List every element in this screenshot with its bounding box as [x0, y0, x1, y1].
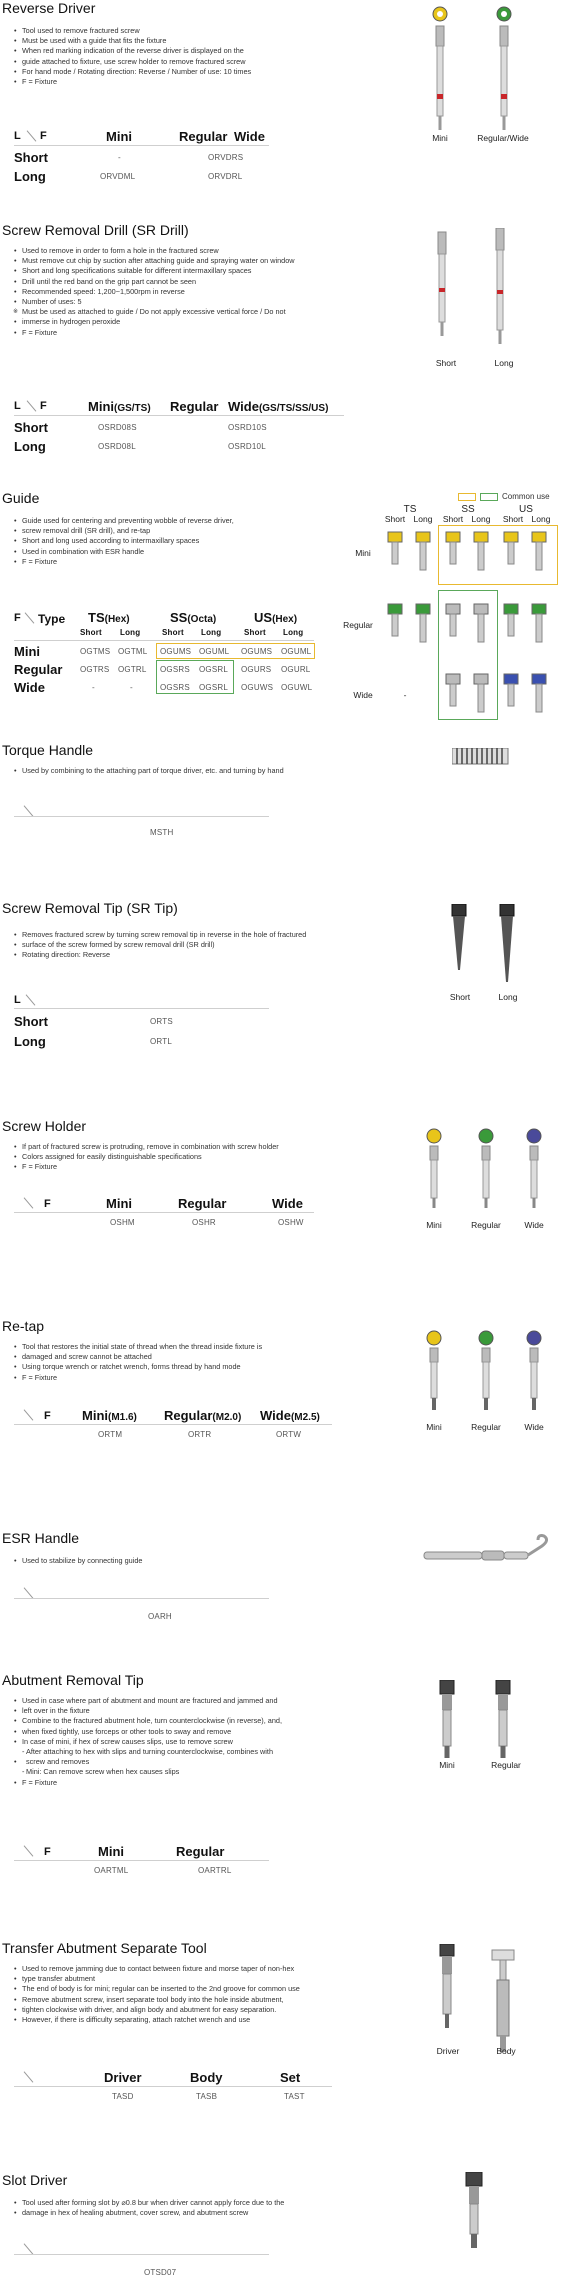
header-sub: (Hex): [104, 614, 130, 625]
legend-label: Common use: [502, 492, 550, 501]
header-rule: [14, 640, 314, 641]
img-sub: Long: [531, 514, 551, 524]
product-code: MSTH: [150, 828, 174, 837]
bullet-list: [14, 26, 251, 87]
row-label-long: Long: [14, 169, 46, 184]
section-title: Transfer Abutment Separate Tool: [2, 1940, 207, 1956]
bullet-list: [14, 516, 234, 567]
header-wide: Wide: [234, 129, 265, 144]
bullet: • F = Fixture: [14, 1373, 262, 1383]
sub-bullet: - After attaching to hex with slips and turning counterclockwise, combines with: [14, 1747, 282, 1757]
note: ※ Must be used as attached to guide / Do not apply excessive vertical force / Do not: [14, 307, 295, 317]
header-l: L: [14, 994, 21, 1006]
bullet: • Used to stabilize by connecting guide: [14, 1556, 142, 1566]
img-sub: Long: [413, 514, 433, 524]
retap-mini-image: [427, 1331, 441, 1410]
header-f: F: [44, 1410, 51, 1422]
slot-driver-image: [454, 2172, 494, 2262]
caption-mini: Mini: [426, 1422, 442, 1432]
cell-code: OGUML: [281, 647, 312, 656]
bullet: • Combine to the fractured abutment hole, turn counterclockwise (in reverse), and,: [14, 1716, 282, 1726]
note-text: immerse in hydrogen peroxide: [22, 317, 121, 327]
row-label-mini: Mini: [14, 644, 40, 659]
product-code: OTSD07: [144, 2268, 177, 2277]
header-rule: [14, 145, 269, 146]
caption-wide: Wide: [524, 1422, 544, 1432]
section-title: Screw Removal Drill (SR Drill): [2, 222, 189, 238]
caption-regular: Regular: [471, 1422, 501, 1432]
header-body: Body: [190, 2070, 223, 2085]
caption-mini: Mini: [432, 133, 448, 143]
header-mini: Mini: [106, 129, 132, 144]
cell-code: OGTRL: [118, 665, 147, 674]
divider-slash: [24, 1845, 34, 1856]
bullet: • Guide used for centering and preventing wobble of reverse driver,: [14, 516, 234, 526]
caption-driver: Driver: [436, 2046, 460, 2056]
bullet: • Used by combining to the attaching part of torque driver, etc. and turning by hand: [14, 766, 284, 776]
cell-code: ORVDRL: [208, 172, 243, 181]
bullet-continuation: [14, 2208, 284, 2218]
section-screw-holder: [0, 1118, 568, 1248]
row-label-long: Long: [14, 1034, 46, 1049]
cell-code: OGTMS: [80, 647, 111, 656]
cell-code: OGURL: [281, 665, 311, 674]
cell-code: ORVDML: [100, 172, 136, 181]
img-sub: Short: [502, 514, 524, 524]
cell-code: ORTL: [150, 1037, 172, 1046]
retap-wide-image: [527, 1331, 541, 1410]
img-sub: Short: [442, 514, 464, 524]
bullet: • The end of body is for mini; regular can be inserted to the 2nd groove for common use: [14, 1984, 300, 1994]
section-title: Abutment Removal Tip: [2, 1672, 144, 1688]
cell-code: OGTML: [118, 647, 148, 656]
divider-slash: [24, 1587, 34, 1598]
bullet: • F = Fixture: [14, 1162, 279, 1172]
bullet-continuation: [14, 1974, 300, 1984]
cell-code: ORVDRS: [208, 153, 244, 162]
header-sub: (M2.0): [212, 1412, 242, 1423]
header-f: F: [40, 130, 47, 142]
bullet: • F = Fixture: [14, 1778, 282, 1788]
section-abutment-tip: [0, 1672, 568, 1902]
subheader: Long: [283, 628, 304, 637]
bullet-text: surface of the screw formed by screw removal drill (SR drill): [22, 940, 215, 950]
row-label-short: Short: [14, 420, 48, 435]
caption-regular: Regular: [491, 1760, 521, 1770]
header-wide: [228, 399, 328, 414]
bullet: • Remove abutment screw, insert separate tool body into the hole inside abutment,: [14, 1995, 300, 2005]
sr-drill-long-image: [496, 228, 504, 344]
bullet-text: left over in the fixture: [22, 1706, 90, 1716]
caption-regular-wide: Regular/Wide: [477, 133, 529, 143]
img-col-ts: TS: [403, 504, 417, 515]
img-row-mini: Mini: [355, 548, 371, 558]
reverse-driver-mini-image: [433, 7, 447, 130]
caption-wide: Wide: [524, 1220, 544, 1230]
section-retap: [0, 1318, 568, 1458]
bullet-list: [14, 930, 306, 961]
subheader: Long: [120, 628, 141, 637]
bullet: • Used to remove in order to form a hole in the fractured screw: [14, 246, 295, 256]
divider-slash: [27, 130, 37, 141]
subheader: Long: [201, 628, 222, 637]
section-reverse-driver: [0, 0, 568, 210]
bullet: • Tool used to remove fractured screw: [14, 26, 251, 36]
header-sub: (Hex): [272, 614, 298, 625]
legend-swatch-green: [480, 493, 498, 501]
header-regular: Regular: [179, 129, 228, 144]
header-rule: [14, 1212, 314, 1213]
cell-code: OSHM: [110, 1218, 135, 1227]
header-ss: [170, 610, 216, 625]
cell-code: OGSRL: [199, 683, 229, 692]
divider-slash: [26, 994, 36, 1005]
section-torque-handle: [0, 742, 568, 842]
header-rule: [14, 2254, 269, 2255]
bullet-text: when fixed tightly, use forceps or other tools to sway and remove: [22, 1726, 232, 1736]
bullet: • Tool that restores the initial state of thread when the thread inside fixture is: [14, 1342, 262, 1352]
caption-short: Short: [449, 992, 471, 1002]
cell-code: OGUMS: [160, 647, 192, 656]
header-rule: [14, 1424, 332, 1425]
screw-holder-images: [420, 1128, 550, 1218]
caption-mini: Mini: [439, 1760, 455, 1770]
abutment-tip-mini-image: [440, 1680, 454, 1758]
bullet: • Short and long used according to intermaxillary spaces: [14, 536, 234, 546]
screw-holder-wide-image: [527, 1129, 541, 1208]
header-text: SS: [170, 610, 188, 625]
cell-code: TASB: [196, 2092, 218, 2101]
header-rule: [14, 1860, 269, 1861]
note-continuation: [14, 317, 295, 327]
section-title: Guide: [2, 490, 40, 506]
cell-code: OGURS: [241, 665, 272, 674]
bullet: • Short and long specifications suitable for different intermaxillary spaces: [14, 266, 295, 276]
header-sub: (M1.6): [108, 1412, 137, 1423]
product-code: OARH: [148, 1612, 172, 1621]
section-title: Screw Removal Tip (SR Tip): [2, 900, 178, 916]
esr-handle-image: [420, 1530, 560, 1570]
divider-slash: [24, 1197, 34, 1208]
bullet: • F = Fixture: [14, 328, 295, 338]
caption-long: Long: [494, 358, 514, 368]
bullet-continuation: [14, 1352, 262, 1362]
bullet-continuation: [14, 1727, 282, 1737]
bullet: • Used in case where part of abutment and mount are fractured and jammed and: [14, 1696, 282, 1706]
header-us: [254, 610, 297, 625]
divider-slash: [24, 1409, 34, 1420]
section-title: Screw Holder: [2, 1118, 87, 1134]
bullet: • Drill until the red band on the grip part cannot be seen: [14, 277, 295, 287]
header-wide: [260, 1408, 320, 1423]
bullet-list: [14, 1964, 300, 2025]
sub-bullet-text: screw and removes: [26, 1757, 90, 1767]
sub-bullet: - Mini: Can remove screw when hex causes slips: [14, 1767, 282, 1777]
divider-slash: [24, 805, 34, 816]
bullet-text: screw removal drill (SR drill), and re-tap: [22, 526, 151, 536]
header-l: L: [14, 130, 21, 142]
header-sub: (GS/TS/SS/US): [258, 403, 329, 414]
bullet-continuation: [14, 57, 251, 67]
section-guide: [0, 490, 568, 740]
torque-handle-image: [452, 748, 512, 768]
header-f: F: [40, 400, 47, 412]
header-regular: Regular: [178, 1196, 227, 1211]
header-driver: Driver: [104, 2070, 142, 2085]
cell-code: ORTR: [188, 1430, 212, 1439]
header-mini: Mini: [98, 1844, 124, 1859]
row-label-wide: Wide: [14, 680, 45, 695]
cell-code: OSRD10L: [228, 442, 266, 451]
bullet: • Must be used with a guide that fits the fixture: [14, 36, 251, 46]
header-rule: [14, 2086, 332, 2087]
bullet: • F = Fixture: [14, 557, 234, 567]
header-mini: Mini: [106, 1196, 132, 1211]
cell-code: OSRD08L: [98, 442, 136, 451]
bullet-list: [14, 1142, 279, 1173]
section-esr-handle: [0, 1530, 568, 1630]
bullet: • When red marking indication of the reverse driver is displayed on the: [14, 46, 251, 56]
reverse-driver-images: [420, 2, 550, 142]
subheader: Short: [80, 628, 102, 637]
header-text: TS: [88, 610, 105, 625]
header-wide: Wide: [272, 1196, 303, 1211]
cell-code: OSHW: [278, 1218, 304, 1227]
sr-drill-images: [418, 228, 528, 358]
cell-code: TAST: [284, 2092, 305, 2101]
bullet-list: [14, 1696, 282, 1788]
bullet: • Using torque wrench or ratchet wrench, forms thread by hand mode: [14, 1362, 262, 1372]
bullet-list: [14, 766, 284, 776]
bullet-continuation: [14, 526, 234, 536]
subheader: Short: [244, 628, 266, 637]
divider-slash: [24, 2071, 34, 2082]
row-label-short: Short: [14, 150, 48, 165]
bullet-continuation: [14, 2015, 300, 2025]
guide-images: [380, 526, 560, 721]
bullet-text: guide attached to fixture, use screw holder to remove fractured screw: [22, 56, 246, 66]
cell-code: ORTS: [150, 1017, 173, 1026]
screw-holder-regular-image: [479, 1129, 493, 1208]
divider-slash: [25, 612, 35, 623]
cell-code: TASD: [112, 2092, 134, 2101]
bullet: • F = Fixture: [14, 77, 251, 87]
bullet: • Recommended speed: 1,200~1,500rpm in reverse: [14, 287, 295, 297]
sr-tip-long-image: [500, 904, 514, 982]
img-col-ss: SS: [461, 504, 475, 515]
caption-short: Short: [435, 358, 457, 368]
bullet-continuation: [14, 2005, 300, 2015]
reverse-driver-regular-image: [497, 7, 511, 130]
transfer-tool-body-image: [492, 1950, 514, 2052]
bullet: • In case of mini, if hex of screw causes slips, use to remove screw: [14, 1737, 282, 1747]
guide-regular-row: [388, 604, 546, 642]
header-rule: [14, 415, 344, 416]
cell-code: OGUML: [199, 647, 230, 656]
header-f: F: [44, 1198, 51, 1210]
bullet-text: However, if there is difficulty separating, attach ratchet wrench and use: [22, 2015, 251, 2025]
img-row-regular: Regular: [343, 620, 373, 630]
transfer-tool-driver-image: [440, 1944, 454, 2028]
bullet-text: type transfer abutment: [22, 1974, 96, 1984]
bullet-list: [14, 246, 295, 338]
bullet: • Number of uses: 5: [14, 297, 295, 307]
bullet-continuation: [14, 1706, 282, 1716]
sub-bullet-continuation: [14, 1757, 282, 1767]
divider-slash: [24, 2243, 34, 2254]
retap-images: [420, 1330, 550, 1420]
caption-long: Long: [498, 992, 518, 1002]
bullet-list: [14, 1556, 142, 1566]
bullet: • Used in combination with ESR handle: [14, 547, 234, 557]
cell-code: OGTRS: [80, 665, 110, 674]
caption-mini: Mini: [426, 1220, 442, 1230]
img-col-us: US: [519, 504, 533, 515]
bullet-text: damage in hex of healing abutment, cover screw, and abutment screw: [22, 2208, 249, 2218]
bullet: • Tool used after forming slot by ⌀0.8 bur when driver cannot apply force due to the: [14, 2198, 284, 2208]
header-text: Mini: [88, 399, 114, 414]
bullet: • Used to remove jamming due to contact between fixture and morse taper of non-hex: [14, 1964, 300, 1974]
section-title: Slot Driver: [2, 2172, 68, 2188]
bullet-continuation: [14, 940, 306, 950]
cell-code: OGUMS: [241, 647, 273, 656]
header-f: F: [14, 612, 21, 624]
img-wide-ts-dash: -: [403, 690, 407, 700]
header-sub: (GS/TS): [114, 403, 151, 414]
bullet-list: [14, 2198, 284, 2218]
bullet-text: damaged and screw cannot be attached: [22, 1352, 152, 1362]
guide-wide-row: [446, 674, 546, 712]
header-text: Regular: [164, 1408, 213, 1423]
img-row-wide: Wide: [353, 690, 373, 700]
bullet: • If part of fractured screw is protruding, remove in combination with screw holder: [14, 1142, 279, 1152]
legend-swatch-yellow: [458, 493, 476, 501]
header-ts: [88, 610, 130, 625]
caption-regular: Regular: [471, 1220, 501, 1230]
cell-code: OARTRL: [198, 1866, 232, 1875]
header-rule: [14, 1008, 269, 1009]
header-regular: [164, 1408, 241, 1423]
header-type: Type: [38, 612, 66, 626]
row-label-long: Long: [14, 439, 46, 454]
section-sr-tip: [0, 900, 568, 1060]
header-regular: Regular: [176, 1844, 225, 1859]
header-text: Wide: [260, 1408, 291, 1423]
cell-code: OGUWS: [241, 683, 274, 692]
bullet: • For hand mode / Rotating direction: Reverse / Number of use: 10 times: [14, 67, 251, 77]
cell-code: OGSRS: [160, 665, 190, 674]
header-l: L: [14, 400, 21, 412]
img-sub: Long: [471, 514, 491, 524]
cell-code: OSHR: [192, 1218, 216, 1227]
header-text: US: [254, 610, 273, 625]
cell-code: -: [130, 683, 133, 692]
cell-code: -: [118, 153, 121, 162]
guide-mini-row: [388, 532, 546, 570]
header-rule: [14, 816, 269, 817]
img-sub: Short: [384, 514, 406, 524]
bullet: • Removes fractured screw by turning screw removal tip in reverse in the hole of fractured: [14, 930, 306, 940]
section-title: Re-tap: [2, 1318, 45, 1334]
abutment-tip-regular-image: [496, 1680, 510, 1758]
sr-drill-short-image: [438, 232, 446, 336]
bullet-text: tighten clockwise with driver, and align body and abutment for easy separation.: [22, 2004, 277, 2014]
row-label-regular: Regular: [14, 662, 63, 677]
header-f: F: [44, 1846, 51, 1858]
cell-code: OSRD10S: [228, 423, 267, 432]
header-set: Set: [280, 2070, 301, 2085]
bullet: • Colors assigned for easily distinguishable specifications: [14, 1152, 279, 1162]
screw-holder-mini-image: [427, 1129, 441, 1208]
header-text: Wide: [228, 399, 259, 414]
bullet: • Must remove cut chip by suction after attaching guide and spraying water on window: [14, 256, 295, 266]
bullet-list: [14, 1342, 262, 1383]
subheader: Short: [162, 628, 184, 637]
header-rule: [14, 1598, 269, 1599]
header-mini: [88, 399, 151, 414]
sr-tip-images: [440, 904, 540, 984]
caption-body: Body: [496, 2046, 516, 2056]
retap-regular-image: [479, 1331, 493, 1410]
header-regular: Regular: [170, 399, 219, 414]
row-label-short: Short: [14, 1014, 48, 1029]
section-title: ESR Handle: [2, 1530, 80, 1546]
section-title: Reverse Driver: [2, 0, 96, 16]
cell-code: OARTML: [94, 1866, 129, 1875]
section-title: Torque Handle: [2, 742, 94, 758]
cell-code: OGUWL: [281, 683, 313, 692]
header-sub: (M2.5): [290, 1412, 320, 1423]
cell-code: -: [92, 683, 95, 692]
header-mini: [82, 1408, 137, 1423]
cell-code: OGSRL: [199, 665, 229, 674]
section-transfer-tool: [0, 1940, 568, 2100]
sr-tip-short-image: [452, 904, 466, 970]
cell-code: OGSRS: [160, 683, 190, 692]
header-sub: (Octa): [187, 614, 217, 625]
divider-slash: [27, 400, 37, 411]
header-text: Mini: [82, 1408, 108, 1423]
bullet: • Rotating direction: Reverse: [14, 950, 306, 960]
cell-code: ORTM: [98, 1430, 123, 1439]
cell-code: OSRD08S: [98, 423, 137, 432]
section-sr-drill: [0, 222, 568, 462]
section-slot-driver: [0, 2172, 568, 2282]
cell-code: ORTW: [276, 1430, 302, 1439]
